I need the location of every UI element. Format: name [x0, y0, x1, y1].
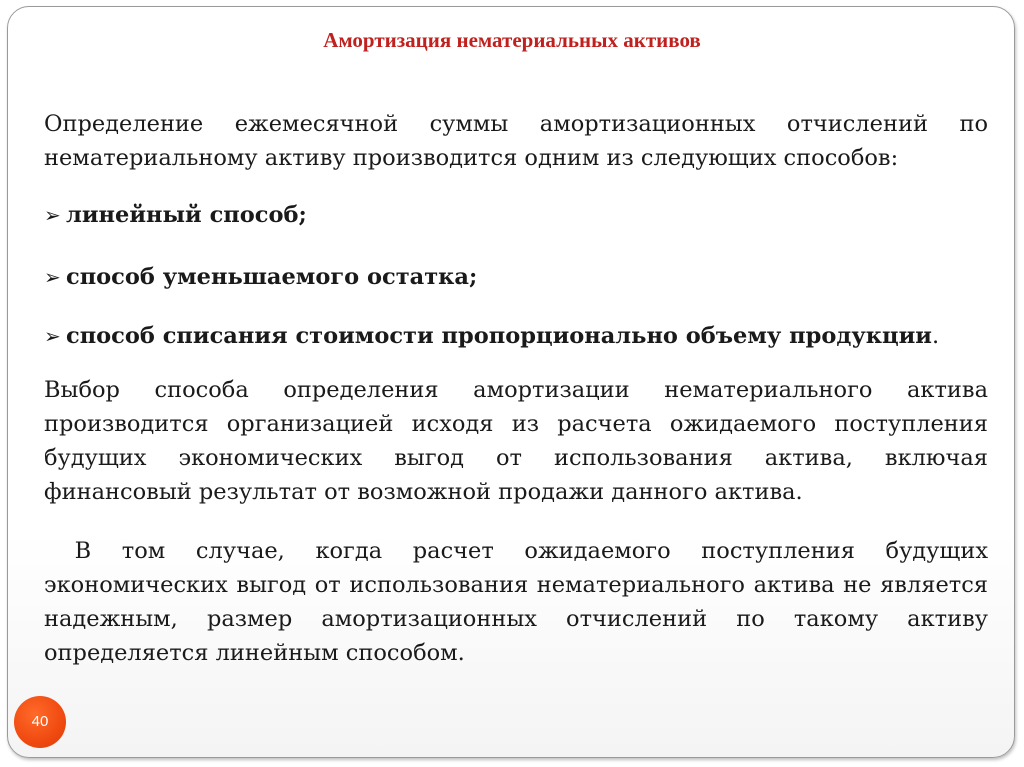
list-item-text: линейный способ; — [66, 202, 307, 228]
arrowhead-bullet-icon: ➢ — [44, 203, 61, 227]
list-item — [44, 198, 988, 232]
slide-content — [44, 107, 988, 670]
list-item — [44, 260, 988, 294]
list-item-tail: . — [931, 323, 940, 349]
page-number-badge: 40 — [14, 696, 66, 748]
list-item-text: способ списания стоимости пропорционально объему продукции — [66, 323, 932, 349]
intro-paragraph: Определение ежемесячной суммы амортизационных отчислений по нематериальному активу производится одним из следующих способов: — [44, 111, 988, 171]
slide-title: Амортизация нематериальных активов — [323, 28, 701, 52]
choice-paragraph: Выбор способа определения амортизации нематериального актива производится организацией исходя из расчета ожидаемого поступления будущих экономических выгод от использования актива, включая финансовый результат от возможной продажи данного актива. — [44, 377, 988, 505]
methods-list — [44, 198, 988, 353]
case-paragraph: В том случае, когда расчет ожидаемого поступления будущих экономических выгод от использования нематериального актива не является надежным, размер амортизационных отчислений по такому активу определяется линейным способом. — [44, 538, 989, 666]
list-item-text: способ уменьшаемого остатка; — [66, 264, 478, 290]
list-item — [44, 319, 988, 353]
arrowhead-bullet-icon: ➢ — [44, 265, 61, 289]
arrowhead-bullet-icon: ➢ — [44, 324, 61, 348]
